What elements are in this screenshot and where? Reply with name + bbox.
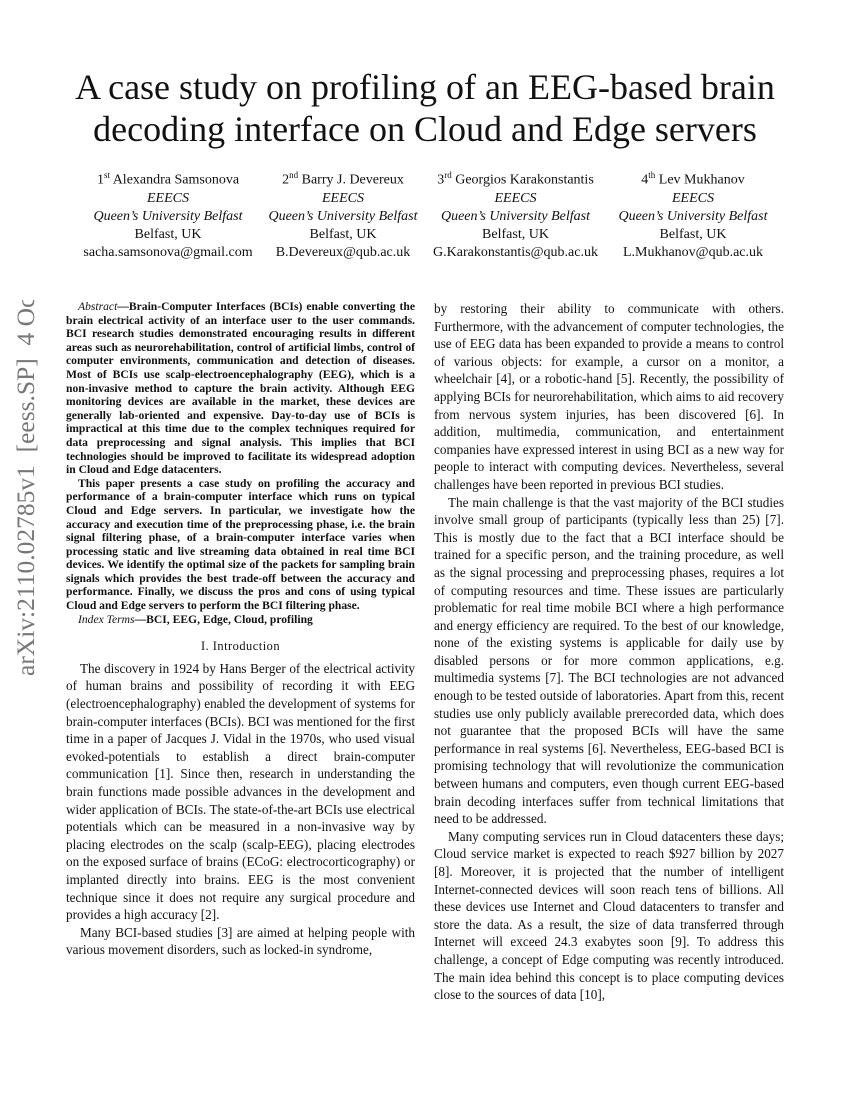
arxiv-stamp <box>2 300 44 680</box>
author-block <box>603 166 783 262</box>
author-city: Belfast, UK <box>659 226 727 242</box>
body-paragraph: Many computing services run in Cloud datacenters these days; Cloud service market is expected to reach $927 billion by 2027 [8]. Moreover, it is projected that the number of intelligent Internet-connected devices will soon reach tens of billions. All these devices use Internet and Cloud datacenters to transfer and store the data. As a result, the size of data transferred through Internet will exceed 24.3 exabytes soon [9]. To address this challenge, a concept of Edge computing was recently introduced. The main idea behind this concept is to place computing devices close to the sources of data [10], <box>434 828 784 1003</box>
right-column <box>434 300 784 1004</box>
body-paragraph: Many BCI-based studies [3] are aimed at helping people with various movement disorders, such as locked-in syndrome, <box>66 924 415 958</box>
author-city: Belfast, UK <box>134 226 202 242</box>
author-block <box>78 166 258 262</box>
author-dept: EEECS <box>494 190 537 206</box>
author-name: 3rd Georgios Karakonstantis <box>437 170 594 188</box>
author-block <box>428 166 603 262</box>
left-column <box>66 300 415 959</box>
index-terms-label: Index Terms <box>78 612 135 626</box>
section-heading: I. Introduction <box>200 639 281 654</box>
author-dept: EEECS <box>322 190 364 206</box>
body-paragraph: by restoring their ability to communicate with others. Furthermore, with the advancement of computer technologies, the use of EEG data has been expanded to provide a means to control of various objects: for example, a cursor on a monitor, a wheelchair [4], or a robotic-hand [5]. Recently, the possibility of applying BCIs for neurorehabilitation, which aims to aid recovery from nervous system injuries, has been discovered [6]. In addition, multimedia, communication, and entertainment companies have expressed interest in using BCI as a new way for people to interact with computing devices. Nevertheless, several challenges have been reported in previous BCI studies. <box>434 301 784 492</box>
author-name: 2nd Barry J. Devereux <box>282 170 404 188</box>
abstract-label: Abstract <box>78 300 118 313</box>
author-name: 1st Alexandra Samsonova <box>96 170 240 188</box>
author-university: Queen’s University Belfast <box>618 208 768 224</box>
author-block <box>258 166 428 262</box>
author-email: G.Karakonstantis@qub.ac.uk <box>433 244 598 260</box>
body-paragraph: The discovery in 1924 by Hans Berger of the electrical activity of human brains and possibility of recording it with EEG (electroencephalography) enabled the development of systems for brain-computer interfaces (BCIs). BCI was mentioned for the first time in a paper of Jacques J. Vidal in the 1970s, who used visual evoked-potentials to establish a direct brain-computer communication [1]. Since then, research in understanding the brain functions made possible advances in the development and wider application of BCIs. The state-of-the-art BCIs use electrical potentials which can be measured in a non-invasive way by placing electrodes on the scalp (scalp-EEG), placing electrodes on the exposed surface of brains (ECoG: electrocorticography) or implanted directly into brains. EEG is the most convenient technique since it does not require any surgical procedure and provides a high accuracy [2]. <box>66 660 415 923</box>
author-university: Queen’s University Belfast <box>440 208 591 224</box>
abstract <box>66 300 415 626</box>
body-paragraph: The main challenge is that the vast majority of the BCI studies involve small group of participants (typically less than 25) [7]. This is mostly due to the fact that a BCI interface should be trained for a specific person, and the training procedure, as well as the signal processing and preprocessing phases, requires a lot of computing resources and time. These issues are particularly problematic for real time mobile BCI where a high performance and energy efficiency are required. To the best of our knowledge, none of the existing systems is applicable for daily use by disabled persons or for more common applications, e.g. multimedia systems [7]. The BCI technologies are not advanced enough to be tested outside of laboratories. Apart from this, recent studies use only publicly available prerecorded data, which does not guarantee that the proposed BCIs will have the same performance in real systems [6]. Nevertheless, EEG-based BCI is promising technology that will revolutionize the communication between humans and computers, even though current EEG-based brain decoding interfaces suffer from technical limitations that need to be addressed. <box>434 494 784 827</box>
abstract-paragraph: This paper presents a case study on profiling the accuracy and performance of a brain-computer interface which runs on typical Cloud and Edge servers. In particular, we investigate how the accuracy and execution time of the preprocessing phase, i.e. the brain signal filtering phase, of a brain-computer interface varies when processing static and live streaming data obtained in real time BCI devices. We identify the optimal size of the packets for sampling brain signals which provides the best trade-off between the accuracy and performance. Finally, we discuss the pros and cons of using typical Cloud and Edge servers to perform the BCI filtering phase. <box>66 476 415 613</box>
arxiv-stamp-text: arXiv:2110.02785v1 [eess.SP] 4 Oct 2021 <box>11 300 40 676</box>
author-email: sacha.samsonova@gmail.com <box>83 244 253 260</box>
author-dept: EEECS <box>147 190 189 206</box>
abstract-paragraph: Abstract—Brain-Computer Interfaces (BCIs) enable converting the brain electrical activity of an interface user to the user commands. BCI research studies demonstrated encouraging results in different areas such as neurorehabilitation, control of artificial limbs, control of computer environments, communication and detection of diseases. Most of BCIs use scalp-electroencephalography (EEG), which is a non-invasive method to capture the brain activity. Although EEG monitoring devices are available in the market, these devices are generally lab-oriented and expensive. Day-to-day use of BCIs is impractical at this time due to the complex techniques required for data preprocessing and signal analysis. This implies that BCI technologies should be improved to facilitate its widespread adoption in Cloud and Edge datacenters. <box>66 300 415 477</box>
index-terms: Index Terms—BCI, EEG, Edge, Cloud, profiling <box>78 612 313 626</box>
author-university: Queen’s University Belfast <box>93 208 243 224</box>
paper-title: A case study on profiling of an EEG-based brain decoding interface on Cloud and Edge servers <box>75 67 775 149</box>
author-email: L.Mukhanov@qub.ac.uk <box>622 244 764 260</box>
author-dept: EEECS <box>672 190 714 206</box>
author-city: Belfast, UK <box>482 226 549 242</box>
author-university: Queen’s University Belfast <box>268 208 418 224</box>
author-email: B.Devereux@qub.ac.uk <box>275 244 411 260</box>
author-name: 4th Lev Mukhanov <box>641 170 745 188</box>
author-city: Belfast, UK <box>309 226 377 242</box>
